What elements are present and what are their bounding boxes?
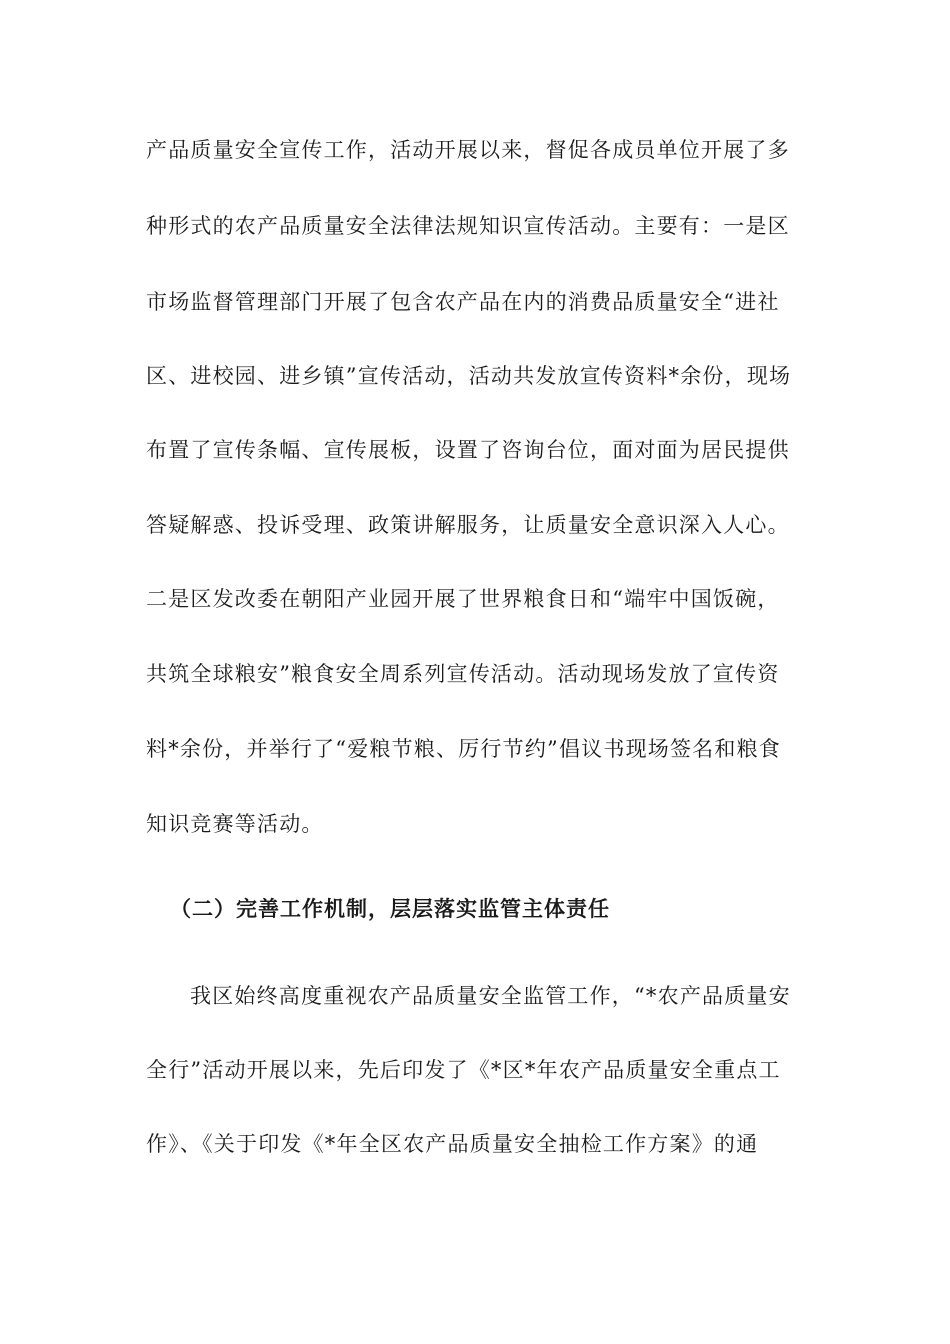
paragraph-line: 种形式的农产品质量安全法律法规知识宣传活动。主要有：一是区 xyxy=(146,214,790,238)
paragraph-line: 产品质量安全宣传工作，活动开展以来，督促各成员单位开展了多 xyxy=(146,138,790,162)
paragraph-line: 知识竞赛等活动。 xyxy=(146,812,324,836)
paragraph-line: 全行”活动开展以来，先后印发了《*区*年农产品质量安全重点工 xyxy=(146,1058,781,1082)
paragraph-line: 我区始终高度重视农产品质量安全监管工作，“*农产品质量安 xyxy=(190,984,791,1008)
paragraph-line: 共筑全球粮安”粮食安全周系列宣传活动。活动现场发放了宣传资 xyxy=(146,662,780,686)
paragraph-line: 答疑解惑、投诉受理、政策讲解服务，让质量安全意识深入人心。 xyxy=(146,513,790,537)
paragraph-line: 二是区发改委在朝阳产业园开展了世界粮食日和“端牢中国饭碗， xyxy=(146,587,780,611)
paragraph-line: 布置了宣传条幅、宣传展板，设置了咨询台位，面对面为居民提供 xyxy=(146,438,790,462)
paragraph-line: 料*余份，并举行了“爱粮节粮、厉行节约”倡议书现场签名和粮食 xyxy=(146,737,781,761)
paragraph-line: 区、进校园、进乡镇”宣传活动，活动共发放宣传资料*余份，现场 xyxy=(146,364,792,388)
section-heading: （二）完善工作机制，层层落实监管主体责任 xyxy=(170,896,610,921)
paragraph-line: 作》、《关于印发《*年全区农产品质量安全抽检工作方案》的通 xyxy=(146,1132,759,1156)
paragraph-line: 市场监督管理部门开展了包含农产品在内的消费品质量安全“进社 xyxy=(146,290,780,314)
